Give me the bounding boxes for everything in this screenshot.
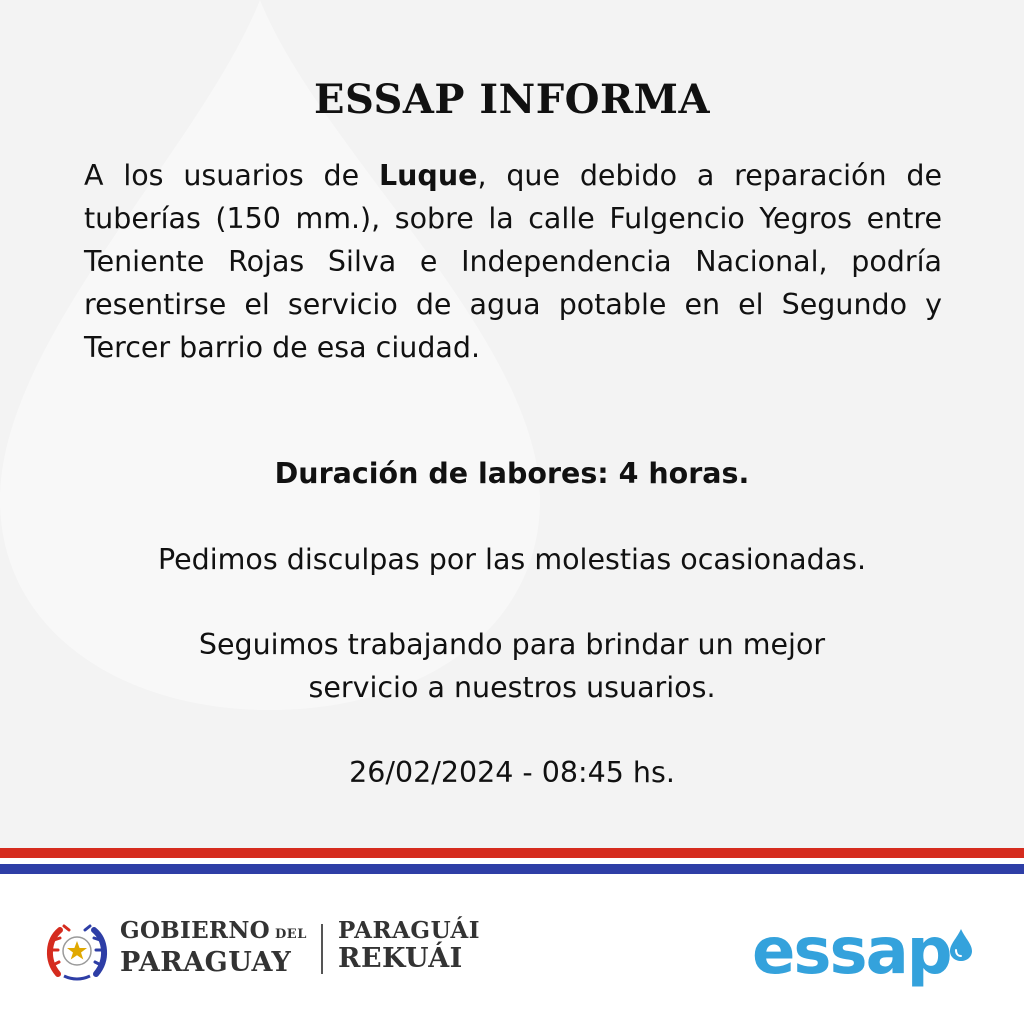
closing-text: [0, 623, 1024, 709]
gov-line2: PARAGUAY: [120, 947, 292, 978]
paraguai-rekuai-wordmark: [338, 918, 480, 974]
footer-divider: [321, 924, 323, 974]
notice-body: [84, 154, 942, 369]
body-text-before: A los usuarios de: [84, 159, 379, 192]
body-text-after: , que debido a reparación de tuberías (150 mm.), sobre la calle Fulgencio Yegros entre Teniente Rojas Silva e Independencia Nacional, podría resentirse el servicio de agua potable en el Segundo y Tercer barrio de esa ciudad.: [84, 159, 943, 364]
apology-text: Pedimos disculpas por las molestias ocasionadas.: [157, 543, 867, 576]
work-duration: Duración de labores: 4 horas.: [274, 457, 750, 490]
notice-timestamp: 26/02/2024 - 08:45 hs.: [349, 756, 675, 789]
notice-title: ESSAP INFORMA: [314, 76, 710, 123]
footer: [0, 874, 1024, 1024]
gov-line1-main: GOBIERNO: [120, 917, 270, 944]
closing-line-2: servicio a nuestros usuarios.: [308, 671, 716, 704]
rekuai-line2: REKUÁI: [338, 943, 463, 974]
flag-stripe-blue: [0, 864, 1024, 874]
closing-line-1: Seguimos trabajando para brindar un mejor: [198, 628, 826, 661]
paraguay-coat-of-arms-icon: [42, 916, 112, 986]
gobierno-del-paraguay-wordmark: [120, 918, 307, 978]
flag-stripe-red: [0, 848, 1024, 858]
gov-line1-small: DEL: [269, 927, 307, 942]
water-drop-icon: [948, 928, 974, 962]
city-name: Luque: [378, 159, 478, 192]
essap-logo: essap: [752, 915, 951, 989]
rekuai-line1: PARAGUÁI: [338, 917, 481, 944]
